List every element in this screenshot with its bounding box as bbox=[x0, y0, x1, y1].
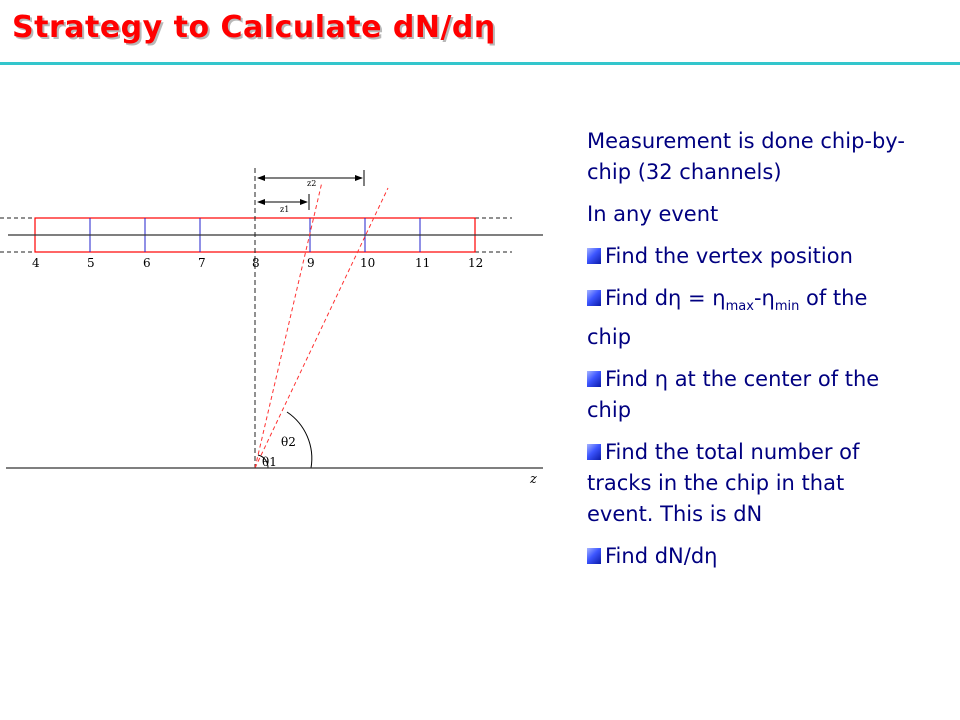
bullet-square-icon bbox=[587, 248, 601, 264]
strip-number: 10 bbox=[360, 256, 376, 270]
z1-arrowhead-left bbox=[257, 199, 265, 205]
z1-label: z1 bbox=[280, 205, 290, 214]
z2-arrowhead-left bbox=[257, 175, 265, 181]
theta1-label: θ1 bbox=[262, 455, 277, 469]
strip-number: 8 bbox=[252, 256, 260, 270]
bullet-item-tracks: Find the total number of tracks in the chip in that event. This is dN bbox=[587, 440, 860, 527]
bullet-item-dndeta: Find dN/dη bbox=[587, 541, 937, 572]
strip-number: 11 bbox=[415, 256, 431, 270]
detector-diagram bbox=[0, 150, 560, 500]
strip-number: 12 bbox=[468, 256, 484, 270]
bullet-item-vertex: Find the vertex position bbox=[587, 241, 937, 272]
in-any-event-text: In any event bbox=[587, 202, 719, 226]
track-theta1 bbox=[255, 182, 322, 468]
track-theta2 bbox=[255, 188, 388, 468]
theta2-label: θ2 bbox=[281, 435, 296, 449]
bullet-square-icon bbox=[587, 548, 601, 564]
strip-number: 5 bbox=[87, 256, 95, 270]
strip-number: 7 bbox=[198, 256, 206, 270]
strip-number: 4 bbox=[32, 256, 40, 270]
z2-arrowhead-right bbox=[355, 175, 363, 181]
slide-title: Strategy to Calculate dN/dη bbox=[12, 10, 496, 45]
bullet-item-deta: Find $d\eta = \eta_{max}-\eta_{min}$ of the chip bbox=[587, 286, 868, 350]
intro-text: Measurement is done chip-by- chip (32 channels) bbox=[587, 129, 905, 184]
z2-label: z2 bbox=[307, 179, 317, 188]
strip-number: 9 bbox=[307, 256, 315, 270]
bullet-item-eta-center: Find η at the center of the chip bbox=[587, 367, 880, 423]
bullet-square-icon bbox=[587, 290, 601, 306]
strip-number: 6 bbox=[143, 256, 151, 270]
title-divider bbox=[0, 62, 960, 65]
z-axis-label: z bbox=[530, 472, 537, 487]
bullet-square-icon bbox=[587, 371, 601, 387]
bullet-list bbox=[587, 126, 937, 583]
z1-arrowhead-right bbox=[300, 199, 308, 205]
bullet-square-icon bbox=[587, 444, 601, 460]
